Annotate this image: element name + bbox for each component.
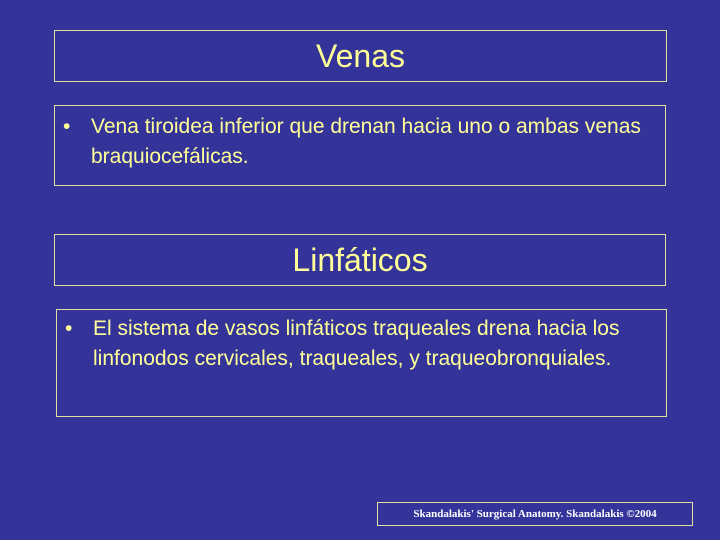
content-box-venas <box>54 105 666 186</box>
credit-box <box>377 502 693 526</box>
content-box-linfaticos <box>56 309 667 417</box>
bullet-text-venas: Vena tiroidea inferior que drenan hacia uno o ambas venas braquiocefálicas. <box>91 115 641 168</box>
bullet-icon: • <box>63 115 71 138</box>
credit-text: Skandalakis' Surgical Anatomy. Skandalakis ©2004 <box>413 508 657 520</box>
bullet-item-linfaticos <box>65 314 658 374</box>
bullet-item-venas <box>63 112 657 172</box>
title-box-linfaticos <box>54 234 666 286</box>
section-title-venas: Venas <box>316 38 405 74</box>
section-title-linfaticos: Linfáticos <box>292 242 428 278</box>
title-box-venas <box>54 30 667 82</box>
bullet-icon: • <box>65 317 73 340</box>
bullet-text-linfaticos: El sistema de vasos linfáticos traqueales drena hacia los linfonodos cervicales, traqueales, y traqueobronquiales. <box>93 317 620 370</box>
